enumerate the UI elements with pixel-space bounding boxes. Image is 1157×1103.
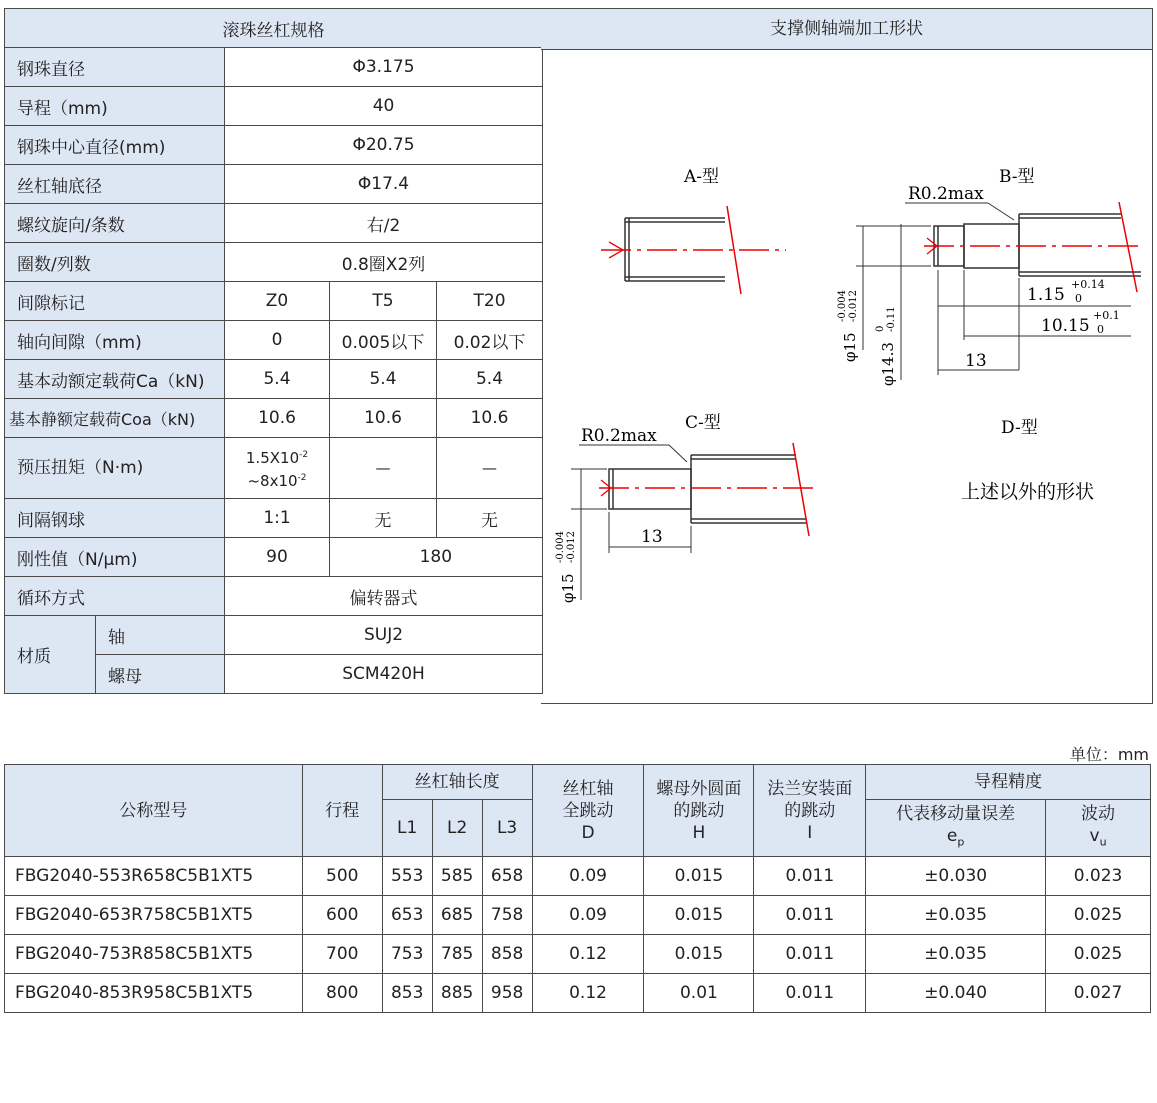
shaft-end-drawing-panel [541,8,1153,704]
header-symbol: v [1089,825,1100,846]
cell-l2: 885 [432,974,482,1013]
cell-ep: ±0.035 [866,935,1046,974]
tolerance: 0 [1097,323,1104,336]
type-c-break [793,443,809,536]
spec-title: 滚珠丝杠规格 [5,9,543,48]
spec-value: 5.4 [437,360,543,399]
header-line: 螺母外圆面 [656,778,742,799]
header-line: 全跳动 [562,800,614,821]
dim-value: 10.15 [1041,316,1090,336]
header-line: 代表移动量误差 [896,803,1016,824]
cell-l2: 585 [432,857,482,896]
spec-value: 40 [225,87,543,126]
cell-model: FBG2040-753R858C5B1XT5 [5,935,303,974]
diameter-label: φ14.3 [879,342,897,386]
type-b-break [1119,202,1137,292]
cell-l2: 785 [432,935,482,974]
spec-value: 偏转器式 [225,577,543,616]
spec-row [5,538,543,577]
spec-value: 0.8圈X2列 [225,243,543,282]
cell-l3: 858 [482,935,532,974]
spec-row [5,48,543,87]
cell-vu: 0.025 [1046,935,1151,974]
spec-value: Φ20.75 [225,126,543,165]
model-table [4,764,1151,1013]
col-l3: L3 [482,800,532,857]
spec-value: 1:1 [225,499,330,538]
cell-vu: 0.025 [1046,896,1151,935]
tolerance: +0.14 [1071,278,1105,291]
col-stroke: 行程 [302,765,382,857]
dim-value: 13 [641,527,663,547]
spec-row [5,126,543,165]
spec-row [5,616,543,655]
cell-d: 0.12 [532,974,644,1013]
spec-row [5,360,543,399]
spec-row [5,438,543,499]
col-l1: L1 [382,800,432,857]
type-b-shaft [934,214,1141,276]
spec-value: Φ17.4 [225,165,543,204]
col-runout-d [532,765,644,857]
shaft-end-drawings [541,50,1152,704]
tolerance: 0 [875,325,886,332]
spec-label: 基本静额定载荷Coa（kN) [5,399,225,438]
cell-h: 0.015 [644,935,754,974]
header-subscript: p [957,835,965,849]
tolerance: 0 [1075,292,1082,305]
type-a-label: A-型 [684,167,720,187]
type-d-label: D-型 [1001,418,1038,438]
spec-value: SUJ2 [225,616,543,655]
header-line: 的跳动 [784,800,836,821]
col-runout-i [754,765,866,857]
tolerance: -0.004 [555,530,566,563]
spec-label: 基本动额定载荷Ca（kN) [5,360,225,399]
tolerance: -0.012 [566,530,577,563]
spec-value: 180 [330,538,543,577]
model-section [4,764,1151,1013]
cell-stroke: 600 [302,896,382,935]
cell-stroke: 500 [302,857,382,896]
spec-section [4,8,543,694]
cell-h: 0.015 [644,896,754,935]
spec-row [5,165,543,204]
model-rows [5,857,1151,1013]
spec-value: 10.6 [330,399,437,438]
spec-value: 无 [330,499,437,538]
diameter-label: φ15 [841,332,859,362]
spec-row [5,499,543,538]
cell-model: FBG2040-553R658C5B1XT5 [5,857,303,896]
col-lead-accuracy: 导程精度 [866,765,1151,800]
cell-l2: 685 [432,896,482,935]
table-row [5,896,1151,935]
spec-label: 循环方式 [5,577,225,616]
spec-label: 预压扭矩（N·m) [5,438,225,499]
spec-label: 材质 [5,616,96,694]
spec-label: 轴向间隙（mm) [5,321,225,360]
spec-label: 丝杠轴底径 [5,165,225,204]
spec-value: T5 [330,282,437,321]
cell-ep: ±0.040 [866,974,1046,1013]
unit-label: 单位：mm [1069,745,1149,764]
spec-value: 5.4 [225,360,330,399]
header-symbol: e [946,825,958,846]
spec-label: 钢珠直径 [5,48,225,87]
preload-max: ~8x10 [247,472,298,490]
diameter-label: φ15 [559,573,577,603]
cell-i: 0.011 [754,857,866,896]
header-line: 波动 [1081,803,1116,824]
tolerance: -0.004 [837,289,848,322]
spec-sublabel: 螺母 [96,655,225,694]
cell-d: 0.09 [532,896,644,935]
spec-label: 导程（mm) [5,87,225,126]
spec-value: 5.4 [330,360,437,399]
spec-label: 圈数/列数 [5,243,225,282]
dim-value: 1.15 [1027,285,1065,305]
tolerance: -0.11 [886,306,897,332]
cell-ep: ±0.030 [866,857,1046,896]
cell-h: 0.01 [644,974,754,1013]
tolerance: -0.012 [848,289,859,322]
cell-ep: ±0.035 [866,896,1046,935]
spec-label: 刚性值（N/μm) [5,538,225,577]
header-symbol: D [581,822,595,843]
cell-l1: 853 [382,974,432,1013]
col-vu [1046,800,1151,857]
spec-value: 右/2 [225,204,543,243]
cell-l1: 553 [382,857,432,896]
cell-d: 0.09 [532,857,644,896]
cell-l3: 958 [482,974,532,1013]
cell-model: FBG2040-653R758C5B1XT5 [5,896,303,935]
spec-row [5,282,543,321]
cell-stroke: 700 [302,935,382,974]
spec-value: Z0 [225,282,330,321]
exponent: -2 [299,450,309,460]
cell-i: 0.011 [754,896,866,935]
spec-sublabel: 轴 [96,616,225,655]
spec-row [5,87,543,126]
spec-label: 间隙标记 [5,282,225,321]
spec-row [5,204,543,243]
table-row [5,974,1151,1013]
spec-value: 0.005以下 [330,321,437,360]
spec-row [5,399,543,438]
col-runout-h [644,765,754,857]
header-subscript: u [1099,835,1107,849]
type-b-radius: R0.2max [908,184,984,204]
cell-model: FBG2040-853R958C5B1XT5 [5,974,303,1013]
cell-l3: 758 [482,896,532,935]
preload-min: 1.5X10 [245,449,300,467]
spec-row [5,243,543,282]
spec-table [4,8,543,694]
header-line: 法兰安装面 [767,778,853,799]
cell-vu: 0.027 [1046,974,1151,1013]
spec-value: Φ3.175 [225,48,543,87]
cell-i: 0.011 [754,974,866,1013]
type-b-label: B-型 [999,167,1035,187]
exponent: -2 [297,473,307,483]
spec-label: 间隔钢球 [5,499,225,538]
type-c-label: C-型 [685,413,721,433]
header-line: 的跳动 [673,800,725,821]
drawing-title: 支撑侧轴端加工形状 [541,9,1152,50]
tolerance: +0.1 [1093,309,1120,322]
cell-vu: 0.023 [1046,857,1151,896]
spec-label: 螺纹旋向/条数 [5,204,225,243]
leader-line [669,445,687,462]
spec-value: — [330,438,437,499]
table-row [5,857,1151,896]
spec-value: 0 [225,321,330,360]
spec-row [5,321,543,360]
cell-h: 0.015 [644,857,754,896]
spec-label: 钢珠中心直径(mm) [5,126,225,165]
cell-l1: 653 [382,896,432,935]
col-ep [866,800,1046,857]
col-length: 丝杠轴长度 [382,765,532,800]
type-b-dimensions [856,224,1131,380]
cell-d: 0.12 [532,935,644,974]
type-d-description: 上述以外的形状 [961,481,1095,503]
spec-value: 无 [437,499,543,538]
col-l2: L2 [432,800,482,857]
spec-value: — [437,438,543,499]
spec-value: 0.02以下 [437,321,543,360]
leader-line [988,203,1014,220]
cell-l1: 753 [382,935,432,974]
table-row [5,935,1151,974]
spec-value: 90 [225,538,330,577]
type-c-shaft [609,455,806,523]
header-line: 丝杠轴 [562,778,614,799]
spec-value: 10.6 [437,399,543,438]
cell-stroke: 800 [302,974,382,1013]
spec-value: T20 [437,282,543,321]
cell-i: 0.011 [754,935,866,974]
spec-value: SCM420H [225,655,543,694]
header-symbol: I [807,822,813,843]
dim-value: 13 [965,351,987,371]
spec-value [225,438,330,499]
type-c-radius: R0.2max [581,426,657,446]
spec-value: 10.6 [225,399,330,438]
spec-row [5,577,543,616]
cell-l3: 658 [482,857,532,896]
header-symbol: H [692,822,706,843]
col-model: 公称型号 [5,765,303,857]
